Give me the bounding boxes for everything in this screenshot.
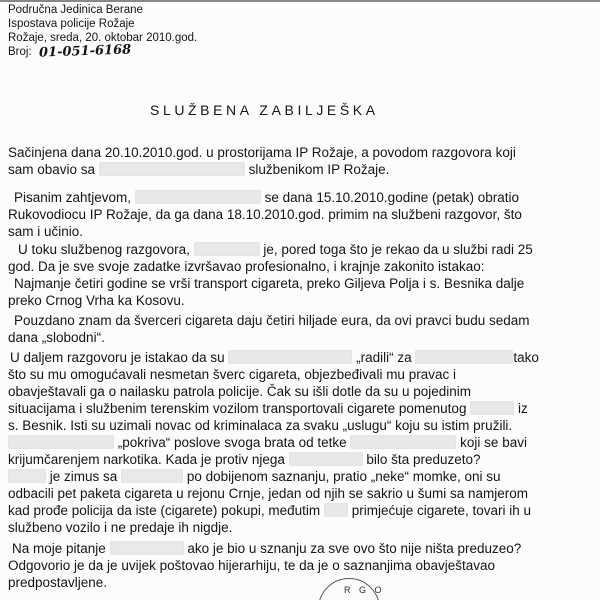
redaction (470, 401, 514, 415)
body-line: Najmanje četiri godine se vrši transport cigareta, preko Giljeva Polja i s. Besnika dalje (14, 276, 525, 291)
body-line: U toku službenog razgovora, je, pored toga što je rekao da u službi radi 25 (18, 242, 533, 257)
redaction (194, 242, 260, 256)
redaction (228, 350, 352, 364)
body-line: dana „slobodni“. (8, 330, 105, 345)
redaction (324, 503, 348, 517)
body-line: Pouzdano znam da šverceri cigareta daju četiri hiljade eura, da ovi pravci budu sedam (14, 313, 530, 328)
redaction (135, 190, 261, 204)
body-line: službeno vozilo i ne predaje ih nigdje. (8, 520, 233, 535)
document-title: SLUŽBENA ZABILJEŠKA (150, 102, 379, 118)
body-line: Sačinjena dana 20.10.2010.god. u prostorijama IP Rožaje, a povodom razgovora koji (8, 145, 516, 160)
body-line: situacijama i službenim terenskim vozilom transportovali cigarete pomenutog iz (8, 401, 528, 416)
scan-edge (0, 0, 600, 2)
redaction (121, 469, 183, 483)
body-line: je zimus sa po dobijenom saznanju, pratio „neke“ momke, oni su (8, 469, 501, 485)
redaction (350, 435, 456, 449)
body-line: Odgovorio je da je uvijek poštovao hijerarhiju, te da je o saznanjima obavještavao (8, 558, 496, 573)
header-broj (8, 42, 132, 61)
redaction (99, 162, 245, 176)
body-line: predpostavljene. (8, 575, 108, 590)
body-line: s. Besnik. Isti su uzimali novac od kriminalaca za svaku „uslugu“ koju su istim pružili. (8, 418, 513, 433)
redaction (8, 435, 114, 449)
body-line: krijumčarenjem narkotika. Kada je protiv njega bilo šta preduzeto? (8, 452, 481, 467)
body-line: sam i učinio. (8, 224, 84, 239)
body-line: „pokriva“ poslove svoga brata od tetke koji se bavi (8, 435, 527, 451)
body-line: što su mu omogućavali nesmetan šverc cigareta, objezbeđivali mu pravac i (8, 367, 456, 382)
broj-label: Broj: (8, 46, 32, 58)
body-line: sam obavio sa službenikom IP Rožaje. (8, 162, 390, 177)
body-line: kad prođe policija da iste (cigarete) pokupi, međutim primjećuje cigarete, tovari ih u (8, 503, 532, 518)
body-line: god. Da je sve svoje zadatke izvršavao profesionalno, i krajnje zakonito istakao: (8, 259, 485, 274)
redaction (8, 469, 46, 483)
stamp-text: R G O (344, 585, 385, 595)
body-line: Na moje pitanje ako je bio u sznanju za sve ovo što nije ništa preduzeo? (12, 541, 522, 556)
redaction (110, 541, 184, 555)
header-station: Ispostava policije Rožaje (8, 18, 135, 30)
body-line: odbacili pet paketa cigareta u rejonu Crnje, jedan od njih se sakrio u šumi sa namjerom (8, 486, 529, 501)
body-line: Pisanim zahtjevom, se dana 15.10.2010.godine (petak) obratio (14, 190, 520, 205)
redaction (415, 350, 513, 364)
body-line: U daljem razgovoru je istakao da su „radili“ za tako (10, 350, 539, 365)
body-line: preko Crnog Vrha ka Kosovu. (8, 293, 185, 308)
header-date: Rožaje, sreda, 20. oktobar 2010.god. (8, 32, 198, 44)
header-unit: Područna Jedinica Berane (8, 4, 143, 16)
body-line: obavještavali ga o nailasku patrola policije. Čak su išli dotle da su u pojedinim (8, 384, 472, 399)
broj-handwritten-number: 01-051-6168 (38, 42, 132, 61)
body-line: Rukovodiocu IP Rožaje, da ga dana 18.10.2010.god. primim na službeni razgovor, što (8, 207, 522, 222)
redaction (289, 452, 363, 466)
